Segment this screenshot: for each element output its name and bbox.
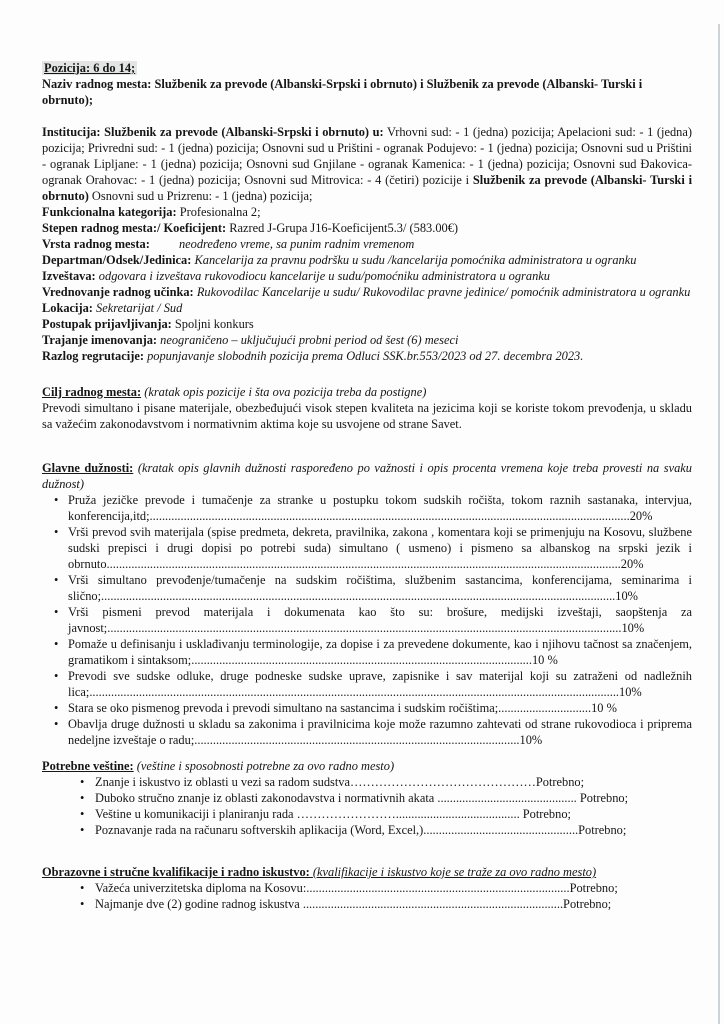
- skills-section-note: (veštine i sposobnosti potrebne za ovo radno mesto): [136, 759, 395, 773]
- dot-leader: ……………………........................................: [296, 807, 523, 821]
- requirement-label: Potrebno;: [569, 881, 618, 895]
- requirement-label: Potrebno;: [578, 823, 627, 837]
- duty-percent: 20%: [620, 557, 644, 571]
- detail-value: odgovara i izveštava rukovodiocu kancelarije u sudu/pomoćniku administratora u ogranku: [98, 269, 550, 283]
- skills-section-heading: Potrebne veštine:: [42, 759, 134, 773]
- detail-value: Sekretarijat / Sud: [96, 301, 183, 315]
- requirement-label: Potrebno;: [563, 897, 612, 911]
- dot-leader: ......................................................................................................................................................................: [101, 589, 616, 603]
- duty-text: Stara se oko pismenog prevoda i prevodi simultano na sastancima i sudskim ročištima;: [68, 701, 499, 715]
- detail-label: Trajanje imenovanja:: [42, 333, 158, 347]
- detail-row-evaluation: [42, 284, 692, 300]
- detail-label: Izveštava:: [42, 269, 96, 283]
- detail-value: Kancelarija za pravnu podršku u sudu /kancelarija pomoćnika administratora u ogranku: [194, 253, 637, 267]
- duty-percent: 20%: [629, 509, 653, 523]
- requirement-label: Potrebno;: [579, 791, 629, 805]
- institution-label-2: Službenik za prevode (Albanski- Turski i obrnuto): [42, 173, 693, 203]
- skill-item: [42, 790, 692, 806]
- skills-section-heading-row: [42, 758, 692, 774]
- dot-leader: ..............................: [498, 701, 592, 715]
- duty-percent: 10%: [621, 621, 645, 635]
- duty-text: Vrši pismeni prevod materijala i dokumenata kao što su: brošure, medijski izveštaji, saopštenja za javnost;: [68, 605, 692, 635]
- duty-percent: 10 %: [531, 653, 558, 667]
- detail-label: Departman/Odsek/Jedinica:: [42, 253, 192, 267]
- detail-label: Stepen radnog mesta:/ Koeficijent:: [42, 221, 227, 235]
- detail-label: Vrednovanje radnog učinka:: [42, 285, 194, 299]
- detail-row-department: [42, 252, 692, 268]
- detail-label: Vrsta radnog mesta:: [42, 237, 150, 251]
- detail-row-type: [42, 236, 692, 252]
- dot-leader: .........................................................................................................: [194, 733, 520, 747]
- qualifications-section-note: (kvalifikacije i iskustvo koje se traže za ovo radno mesto): [312, 865, 597, 879]
- skill-item: [42, 806, 692, 822]
- qualifications-section-heading-row: [42, 864, 692, 880]
- duty-item: [42, 572, 692, 604]
- detail-label: Lokacija:: [42, 301, 93, 315]
- goal-section-heading-row: [42, 384, 692, 400]
- skill-text: Duboko stručno znanje iz oblasti zakonodavstva i normativnih akata: [95, 791, 438, 805]
- detail-value: neograničeno – uključujući probni period od šest (6) meseci: [160, 333, 459, 347]
- spacer: [42, 748, 692, 758]
- detail-label: Postupak prijavljivanja:: [42, 317, 172, 331]
- duty-item: [42, 524, 692, 572]
- requirement-label: Potrebno;: [535, 775, 585, 789]
- goal-section-heading: Cilj radnog mesta:: [42, 385, 142, 399]
- dot-leader: ......................................................................................................................................................................: [107, 621, 622, 635]
- duty-percent: 10%: [619, 685, 642, 699]
- detail-row-reports-to: [42, 268, 692, 284]
- duty-item: [42, 492, 692, 524]
- detail-row-location: [42, 300, 692, 316]
- skill-item: [42, 774, 692, 790]
- institution-label-1: Institucija: Službenik za prevode (Albanski-Srpski i obrnuto) u:: [42, 125, 384, 139]
- goal-section-note: (kratak opis pozicije i šta ova pozicija treba da postigne): [144, 385, 427, 399]
- duty-item: [42, 636, 692, 668]
- dot-leader: .............................................: [437, 791, 580, 805]
- goal-section-body: Prevodi simultano i pisane materijale, obezbeđujući visok stepen kvaliteta na jezicima koji se koriste tokom prevođenja, u skladu sa važećim zakonodavstvom i normativnim aktima koje su usvojene od strane Savet.: [42, 401, 692, 431]
- detail-value: Profesionalna 2;: [179, 205, 261, 219]
- qualifications-list: [42, 880, 692, 912]
- duty-text: Obavlja druge dužnosti u skladu sa zakonima i pravilnicima koje može razumno zahtevati od strane rukovodioca i priprema nedeljne izveštaje o radu;: [68, 717, 692, 747]
- detail-row-grade: [42, 220, 692, 236]
- qualifications-section-heading: Obrazovne i stručne kvalifikacije i radno iskustvo:: [42, 865, 313, 879]
- duty-text: Pruža jezičke prevode i tumačenje za stranke u postupku tokom sudskih ročišta, tokom raznih sastanaka, intervjua, konferencija,itd;: [68, 493, 692, 523]
- institution-text-1: Vrhovni sud: - 1 (jedna) pozicija; Apelacioni sud: - 1 (jedna) pozicija; Privredni sud: - 1 (jedna) pozicija; Osnovni sud u Prištini - ogranak Podujevo: - 1 (jedna) pozicija; Osnovni sud u Prištini - ogranak Lipljane: - 1 (jedna) pozicija; Osnovni sud Gnjilane - ogranak Kamenica: - 1 (jedna) pozicija; Osnovni sud Đakovica- ogranak Orahovac: - 1 (jedna) pozicija; Osnovni sud Mitrovica: - 4 (četiri) pozicije i: [42, 125, 692, 187]
- duty-text: Vrši simultano prevođenje/tumačenje na sudskim ročištima, službenim sastancima, konferencijama, seminarima i slično;: [68, 573, 692, 603]
- job-title: Naziv radnog mesta: Službenik za prevode (Albanski-Srpski i obrnuto) i Službenik za prevode (Albanski- Turski i obrnuto);: [42, 77, 643, 107]
- duty-item: [42, 716, 692, 748]
- dot-leader: ...........................................................................................................................................................: [149, 509, 630, 523]
- skill-text: Znanje i iskustvo iz oblasti u vezi sa radom sudstva: [95, 775, 350, 789]
- duties-section-heading: Glavne dužnosti:: [42, 461, 134, 475]
- position-heading-row: [42, 60, 692, 76]
- dot-leader: ………………………………………: [350, 775, 536, 789]
- qualification-text: Najmanje dve (2) godine radnog iskustva: [95, 897, 303, 911]
- dot-leader: ..................................................: [423, 823, 579, 837]
- duty-percent: 10 %: [591, 701, 617, 715]
- requirement-label: Potrebno;: [522, 807, 571, 821]
- dot-leader: ...........................................................................................................................................................................: [89, 685, 620, 699]
- institution-text-2: Osnovni sud u Prizrenu: - 1 (jedna) pozicija;: [88, 189, 313, 203]
- duty-item: [42, 668, 692, 700]
- dot-leader: ..............................................................................................................: [191, 653, 532, 667]
- detail-label: Funkcionalna kategorija:: [42, 205, 177, 219]
- detail-row-category: [42, 204, 692, 220]
- detail-row-duration: [42, 332, 692, 348]
- duty-text: Vrši prevod svih materijala (spise predmeta, dekreta, pravilnika, zakona , komentara koji se primenjuju na Kosovu, službene sudski prepisci i drugi dopisi po potrebi suda) simultano ( usmeno) i pismeno sa albanskog na srpski jezik i obrnuto: [68, 525, 692, 571]
- duties-section-note: (kratak opis glavnih dužnosti raspoređeno po važnosti i opis procenta vremena koje treba provesti na svaku dužnost): [42, 461, 692, 491]
- skill-text: Poznavanje rada na računaru softverskih aplikacija (Word, Excel,): [95, 823, 424, 837]
- detail-label: Razlog regrutacije:: [42, 349, 144, 363]
- dot-leader: ....................................................................................: [302, 897, 564, 911]
- position-heading: Pozicija: 6 do 14;: [44, 61, 136, 75]
- qualification-item: [42, 896, 692, 912]
- dot-leader: ......................................................................................................................................................................: [106, 557, 621, 571]
- spacer: [42, 432, 692, 460]
- duties-section-heading-row: [42, 460, 692, 492]
- dot-leader: .....................................................................................: [306, 881, 570, 895]
- spacer: [42, 364, 692, 384]
- detail-value: popunjavanje slobodnih pozicija prema Odluci SSK.br.553/2023 od 27. decembra 2023.: [147, 349, 584, 363]
- document-content: [42, 60, 692, 912]
- duties-list: [42, 492, 692, 748]
- duty-text: Prevodi sve sudske odluke, druge podneske sudske uprave, zapisnike i sav materijal koji su zatraženi od nadležnih lica;: [68, 669, 692, 699]
- detail-value: Razred J-Grupa J16-Koeficijent5.3/ (583.00€): [229, 221, 459, 235]
- spacer: [42, 108, 692, 124]
- duty-item: [42, 604, 692, 636]
- qualification-item: [42, 880, 692, 896]
- duty-item: [42, 700, 692, 716]
- detail-value: Spoljni konkurs: [174, 317, 254, 331]
- detail-value: Rukovodilac Kancelarije u sudu/ Rukovodilac pravne jedinice/ pomoćnik administratora u ogranku: [196, 285, 691, 299]
- qualification-text: Važeća univerzitetska diploma na Kosovu:: [95, 881, 307, 895]
- skill-item: [42, 822, 692, 838]
- scan-edge-line: [718, 24, 720, 1024]
- detail-row-procedure: [42, 316, 692, 332]
- skill-text: Veštine u komunikaciji i planiranju rada: [95, 807, 297, 821]
- skills-list: [42, 774, 692, 838]
- institution-paragraph: [42, 124, 692, 204]
- duty-percent: 10%: [615, 589, 638, 603]
- detail-value: neodređeno vreme, sa punim radnim vremenom: [178, 237, 415, 251]
- spacer: [42, 838, 692, 864]
- detail-row-reason: [42, 348, 692, 364]
- duty-percent: 10%: [519, 733, 543, 747]
- duty-text: Pomaže u definisanju i usklađivanju terminologije, za dopise i za prevedene dokumente, kao i njihovu tačnost sa značenjem, gramatikom i sintaksom;: [68, 637, 692, 667]
